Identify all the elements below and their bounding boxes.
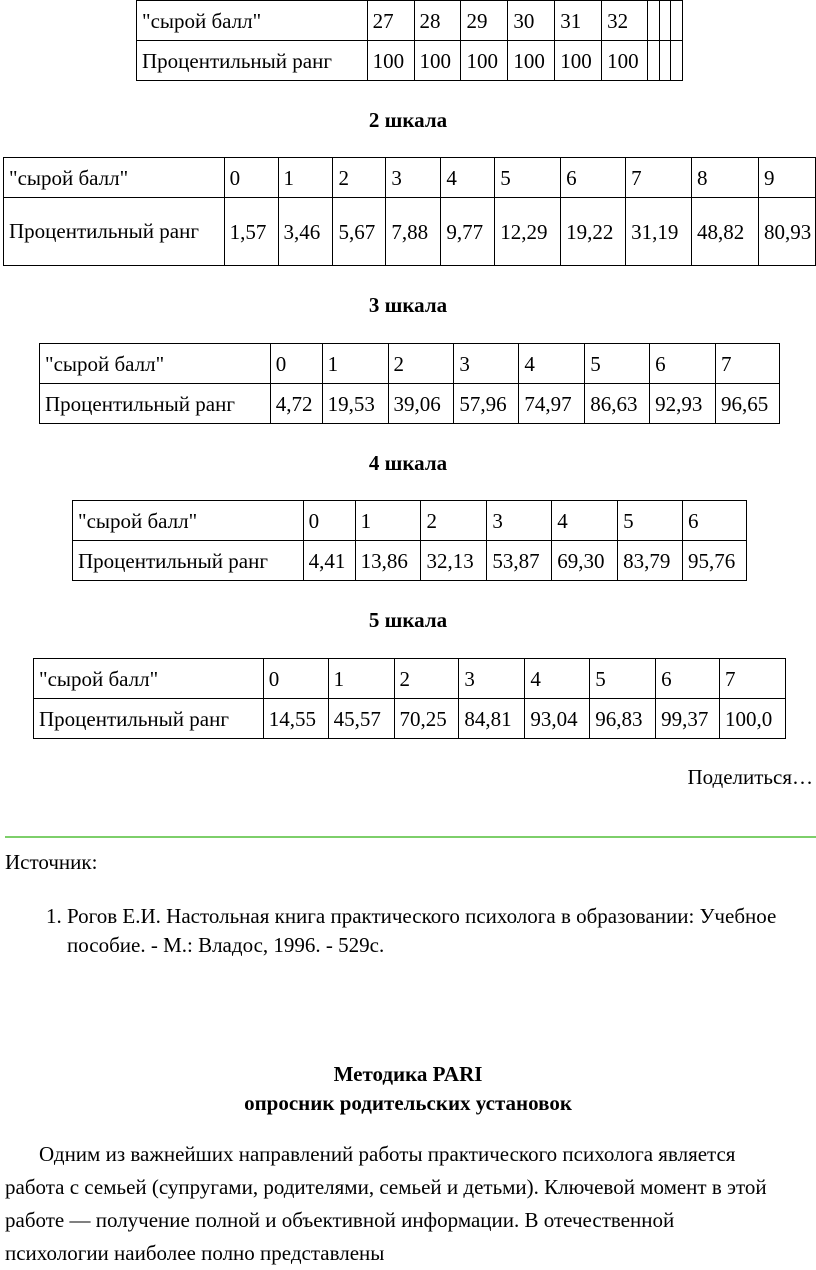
scale3-table — [39, 343, 780, 424]
table-cell: 3 — [487, 501, 552, 541]
table-cell: 53,87 — [487, 541, 552, 581]
table-cell: 0 — [270, 344, 322, 384]
table-cell: "сырой балл" — [4, 158, 225, 198]
table-cell — [648, 1, 660, 41]
percentile-rank-row — [137, 41, 683, 81]
table-cell: 30 — [508, 1, 555, 41]
source-label: Источник: — [5, 850, 98, 874]
table-cell: 7,88 — [386, 198, 441, 266]
table-cell: "сырой балл" — [40, 344, 271, 384]
table-cell: 7 — [626, 158, 692, 198]
reference-list — [0, 902, 816, 960]
table-cell: 2 — [421, 501, 487, 541]
table-cell: 100 — [508, 41, 555, 81]
table-cell: 48,82 — [692, 198, 759, 266]
body-paragraph: Одним из важнейших направлений работы практического психолога является работа с семьей (супругами, родителями, семьей и детьми). Ключевой момент в этой работе — получение полной и объективной информации. В отечественной психологии наиболее полно представлены — [5, 1142, 767, 1265]
table-cell: 1 — [355, 501, 421, 541]
table-cell: 100,0 — [720, 699, 786, 739]
table-cell: "сырой балл" — [137, 1, 368, 41]
table-cell: 0 — [303, 501, 355, 541]
table-cell — [670, 1, 682, 41]
table-cell: 57,96 — [454, 384, 519, 424]
table-cell: 3 — [386, 158, 441, 198]
table-cell: 1 — [278, 158, 333, 198]
scale5-table — [33, 658, 786, 739]
table-cell: 6 — [683, 501, 747, 541]
table-cell: 19,53 — [322, 384, 388, 424]
table-cell: 84,81 — [459, 699, 525, 739]
table-cell: 5 — [495, 158, 561, 198]
table-cell: 2 — [388, 344, 454, 384]
table-cell: 19,22 — [561, 198, 626, 266]
table-cell: 8 — [692, 158, 759, 198]
raw-score-row — [34, 659, 786, 699]
table-cell: 0 — [263, 659, 328, 699]
table-cell: 28 — [414, 1, 461, 41]
table-cell: Процентильный ранг — [4, 198, 225, 266]
table-cell: 4 — [525, 659, 590, 699]
table-cell: 83,79 — [618, 541, 683, 581]
table-cell: 99,37 — [656, 699, 720, 739]
table-cell: 6 — [561, 158, 626, 198]
table-cell: 4,41 — [303, 541, 355, 581]
table-cell: 9,77 — [441, 198, 495, 266]
table-cell: 80,93 — [758, 198, 815, 266]
table-cell: 86,63 — [585, 384, 650, 424]
raw-score-row — [73, 501, 747, 541]
table-cell: 3 — [459, 659, 525, 699]
table-cell: 7 — [720, 659, 786, 699]
scale4-heading: 4 шкала — [368, 451, 448, 475]
table-cell: 5 — [618, 501, 683, 541]
table-cell: 96,83 — [590, 699, 656, 739]
table-cell: 29 — [461, 1, 508, 41]
table-cell: 4 — [441, 158, 495, 198]
table-cell: Процентильный ранг — [40, 384, 271, 424]
raw-score-row — [4, 158, 816, 198]
table-cell: 4 — [519, 344, 585, 384]
table-cell: 100 — [555, 41, 602, 81]
table-cell: 2 — [333, 158, 386, 198]
scale1-table — [136, 0, 683, 81]
table-cell: 9 — [758, 158, 815, 198]
table-cell: 31 — [555, 1, 602, 41]
page-subtitle: опросник родительских установок — [244, 1091, 572, 1115]
table-cell: 100 — [602, 41, 648, 81]
table-cell: 100 — [414, 41, 461, 81]
table-cell: 7 — [716, 344, 780, 384]
table-cell: 27 — [367, 1, 414, 41]
table-cell: 2 — [394, 659, 459, 699]
table-cell: 100 — [461, 41, 508, 81]
percentile-rank-row — [73, 541, 747, 581]
table-cell: 12,29 — [495, 198, 561, 266]
scale4-table — [72, 500, 747, 581]
table-cell — [660, 41, 671, 81]
scale2-heading: 2 шкала — [368, 108, 448, 132]
table-cell — [660, 1, 671, 41]
table-cell: 3,46 — [278, 198, 333, 266]
table-cell: 93,04 — [525, 699, 590, 739]
share-link[interactable]: Поделиться… — [687, 765, 813, 789]
table-cell: Процентильный ранг — [34, 699, 264, 739]
section-title-block — [0, 1060, 816, 1118]
table-cell: 74,97 — [519, 384, 585, 424]
table-cell — [648, 41, 660, 81]
section-divider — [5, 836, 816, 838]
table-cell — [670, 41, 682, 81]
table-cell: 100 — [367, 41, 414, 81]
table-cell: Процентильный ранг — [137, 41, 368, 81]
table-cell: 13,86 — [355, 541, 421, 581]
table-cell: 69,30 — [552, 541, 618, 581]
table-cell: 4 — [552, 501, 618, 541]
table-cell: 45,57 — [328, 699, 394, 739]
table-cell: 1 — [322, 344, 388, 384]
scale3-heading: 3 шкала — [368, 293, 448, 317]
table-cell: 5 — [585, 344, 650, 384]
table-cell: "сырой балл" — [34, 659, 264, 699]
table-cell: 0 — [224, 158, 278, 198]
table-cell: "сырой балл" — [73, 501, 304, 541]
table-cell: 92,93 — [650, 384, 716, 424]
table-cell: 39,06 — [388, 384, 454, 424]
raw-score-row — [137, 1, 683, 41]
table-cell: 3 — [454, 344, 519, 384]
table-cell: 96,65 — [716, 384, 780, 424]
table-cell: 31,19 — [626, 198, 692, 266]
table-cell: 95,76 — [683, 541, 747, 581]
table-cell: 1 — [328, 659, 394, 699]
raw-score-row — [40, 344, 780, 384]
scale5-heading: 5 шкала — [368, 608, 448, 632]
table-cell: 4,72 — [270, 384, 322, 424]
table-cell: Процентильный ранг — [73, 541, 304, 581]
scale2-table — [3, 157, 816, 266]
percentile-rank-row — [34, 699, 786, 739]
list-item: 1. Рогов Е.И. Настольная книга практического психолога в образовании: Учебное пособие. - М.: Владос, 1996. - 529с. — [67, 902, 816, 960]
table-cell: 5,67 — [333, 198, 386, 266]
table-cell: 6 — [656, 659, 720, 699]
table-cell: 70,25 — [394, 699, 459, 739]
table-cell: 14,55 — [263, 699, 328, 739]
table-cell: 32 — [602, 1, 648, 41]
percentile-rank-row — [4, 198, 816, 266]
table-cell: 1,57 — [224, 198, 278, 266]
table-cell: 6 — [650, 344, 716, 384]
table-cell: 5 — [590, 659, 656, 699]
percentile-rank-row — [40, 384, 780, 424]
table-cell: 32,13 — [421, 541, 487, 581]
page-title: Методика PARI — [333, 1062, 483, 1086]
